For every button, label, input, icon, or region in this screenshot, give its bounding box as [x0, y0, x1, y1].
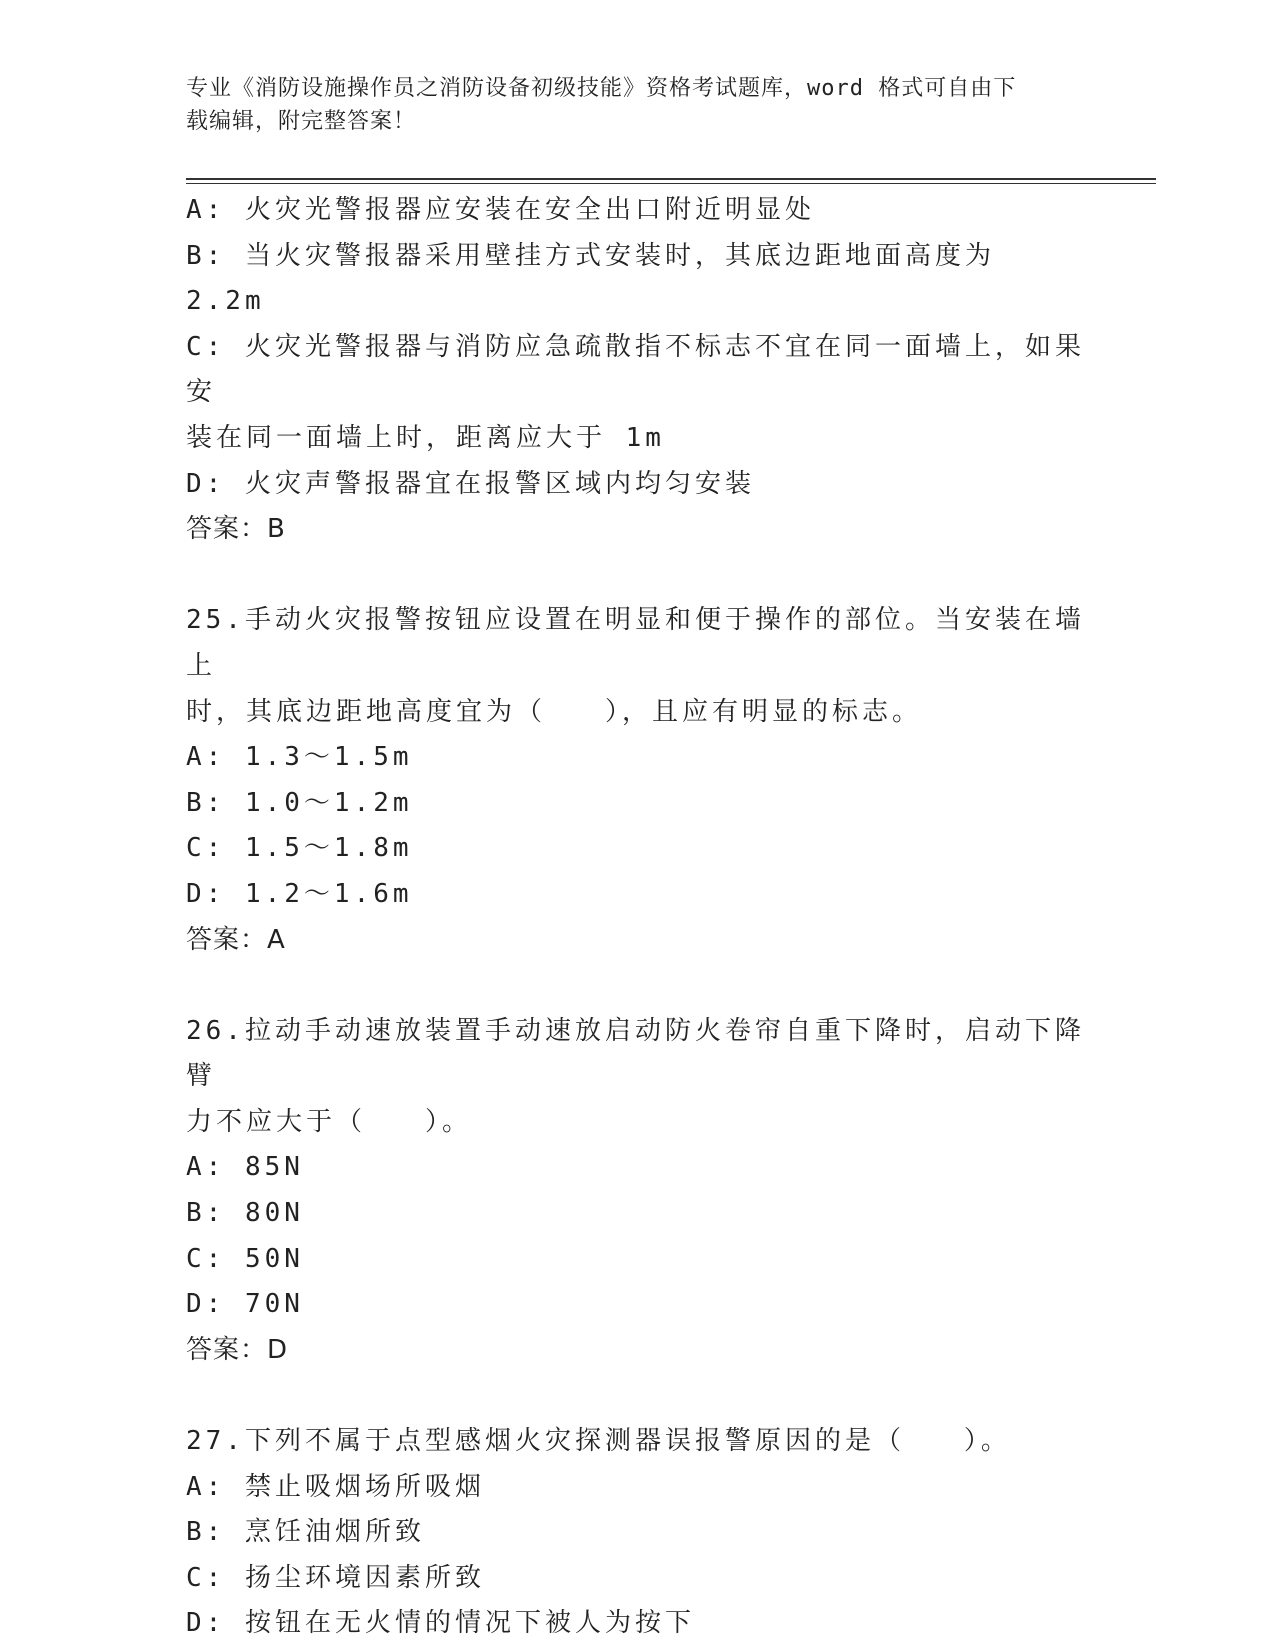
header-rule-thick: [186, 178, 1156, 180]
header-rule-thin: [186, 183, 1156, 184]
question-stem-continued: 力不应大于（ ）。: [186, 1106, 472, 1137]
option-c: C: 1.5～1.8m: [186, 833, 413, 864]
option-b: B: 80N: [186, 1198, 304, 1229]
option-a: A: 火灾光警报器应安装在安全出口附近明显处: [186, 195, 815, 225]
option-b: B: 当火灾警报器采用壁挂方式安装时，其底边距地面高度为 2.2m: [186, 240, 1015, 317]
option-c: C: 扬尘环境因素所致: [186, 1562, 485, 1593]
question-25: [186, 598, 1086, 963]
question-stem: 26.拉动手动速放装置手动速放启动防火卷帘自重下降时，启动下降臂: [186, 1015, 1085, 1092]
answer: 答案：A: [186, 924, 286, 955]
option-c: C: 火灾光警报器与消防应急疏散指不标志不宜在同一面墙上，如果安: [186, 331, 1085, 408]
option-d: D: 1.2～1.6m: [186, 878, 413, 909]
question-stem-continued: 时，其底边距地高度宜为（ ），且应有明显的标志。: [186, 696, 922, 727]
option-c-continued: 装在同一面墙上时，距离应大于 1m: [186, 422, 665, 453]
spacer: [186, 553, 1086, 599]
option-a: A: 禁止吸烟场所吸烟: [186, 1471, 485, 1502]
question-27: [186, 1419, 1086, 1647]
question-24: [186, 188, 1086, 553]
option-a: A: 85N: [186, 1152, 304, 1183]
question-26: [186, 1009, 1086, 1374]
header-line-1: 专业《消防设施操作员之消防设备初级技能》资格考试题库，word 格式可自由下: [186, 76, 1017, 101]
question-stem: 27.下列不属于点型感烟火灾探测器误报警原因的是（ ）。: [186, 1426, 1011, 1457]
answer: 答案：B: [186, 514, 286, 545]
spacer: [186, 1373, 1086, 1419]
option-d: D: 按钮在无火情的情况下被人为按下: [186, 1608, 695, 1639]
document-header: [186, 72, 1066, 138]
question-stem: 25.手动火灾报警按钮应设置在明显和便于操作的部位。当安装在墙上: [186, 605, 1085, 681]
option-c: C: 50N: [186, 1243, 304, 1274]
option-d: D: 火灾声警报器宜在报警区域内均匀安装: [186, 468, 755, 499]
answer: 答案：D: [186, 1334, 289, 1365]
option-a: A: 1.3～1.5m: [186, 742, 413, 773]
option-b: B: 烹饪油烟所致: [186, 1517, 425, 1548]
option-d: D: 70N: [186, 1289, 304, 1320]
question-list: [186, 188, 1086, 1647]
header-line-2: 载编辑，附完整答案！: [186, 109, 417, 134]
spacer: [186, 963, 1086, 1009]
option-b: B: 1.0～1.2m: [186, 787, 413, 818]
